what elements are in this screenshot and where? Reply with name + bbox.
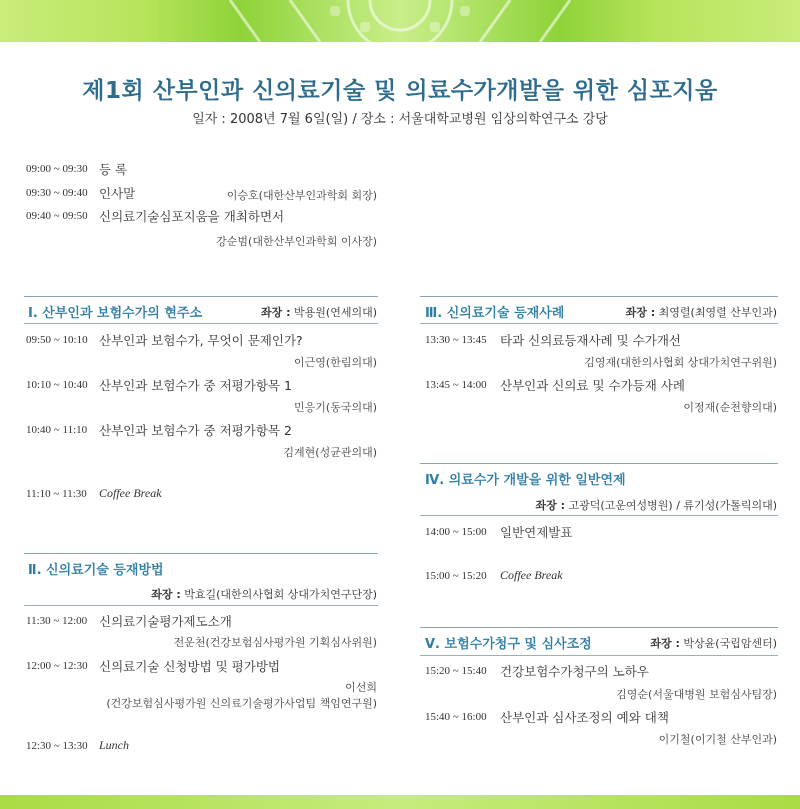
session-time: 12:00 ~ 12:30 — [26, 660, 88, 672]
chair-label: 좌장 : — [535, 499, 565, 512]
section-divider — [420, 627, 778, 628]
section-title: Ⅳ. 의료수가 개발을 위한 일반연제 — [425, 473, 626, 488]
session-topic: 산부인과 보험수가 중 저평가항목 2 — [99, 423, 292, 438]
break-time: 15:00 ~ 15:20 — [425, 570, 487, 582]
session-topic: 산부인과 보험수가 중 저평가항목 1 — [99, 378, 292, 393]
chair-label: 좌장 : — [151, 588, 181, 601]
session-speaker: 민응기(동국의대) — [294, 401, 377, 414]
top-banner — [0, 0, 800, 42]
session-topic: 산부인과 보험수가, 무엇이 문제인가? — [99, 333, 303, 348]
session-time: 11:30 ~ 12:00 — [26, 615, 88, 627]
page-title: 제1회 산부인과 신의료기술 및 의료수가개발을 위한 심포지움 — [82, 78, 718, 104]
session-speaker: 전운천(건강보험심사평가원 기획심사위원) — [173, 636, 377, 649]
opening-time: 09:30 ~ 09:40 — [26, 187, 88, 199]
session-topic: 건강보험수가청구의 노하우 — [500, 664, 649, 679]
session-speaker: 김영재(대한의사협회 상대가치연구위원) — [584, 356, 777, 369]
opening-time: 09:40 ~ 09:50 — [26, 210, 88, 222]
section-chair — [120, 586, 377, 602]
section-chair — [220, 304, 377, 320]
section-divider — [420, 655, 778, 656]
session-time: 15:20 ~ 15:40 — [425, 665, 487, 677]
opening-speaker: 이승호(대한산부인과학회 회장) — [226, 189, 377, 202]
chair-name: 최영렬(최영렬 산부인과) — [658, 306, 777, 319]
opening-time: 09:00 ~ 09:30 — [26, 163, 88, 175]
session-topic: 산부인과 심사조정의 예와 대책 — [500, 710, 669, 725]
decorative-pattern — [0, 0, 800, 42]
session-topic: 산부인과 신의료 및 수가등재 사례 — [500, 378, 685, 393]
bottom-band — [0, 795, 800, 809]
session-topic: 신의료기술 신청방법 및 평가방법 — [99, 659, 280, 674]
chair-label: 좌장 : — [261, 306, 291, 319]
section-divider — [420, 463, 778, 464]
section-title: Ⅱ. 신의료기술 등재방법 — [28, 563, 164, 578]
session-time: 15:40 ~ 16:00 — [425, 711, 487, 723]
section-title: Ⅰ. 산부인과 보험수가의 현주소 — [28, 306, 203, 321]
session-time: 13:30 ~ 13:45 — [425, 334, 487, 346]
section-divider — [24, 296, 378, 297]
session-topic: 타과 신의료등재사례 및 수가개선 — [500, 333, 681, 348]
section-divider — [420, 515, 778, 516]
session-speaker: 김계현(성균관의대) — [283, 446, 377, 459]
session-speaker: 이기철(이기철 산부인과) — [658, 733, 777, 746]
session-time: 14:00 ~ 15:00 — [425, 526, 487, 538]
break-label: Coffee Break — [99, 486, 162, 500]
section-chair — [620, 635, 777, 651]
session-time: 10:10 ~ 10:40 — [26, 379, 88, 391]
chair-name: 박용원(연세의대) — [294, 306, 377, 319]
section-divider — [24, 323, 378, 324]
session-time: 09:50 ~ 10:10 — [26, 334, 88, 346]
section-divider — [420, 296, 778, 297]
section-divider — [420, 323, 778, 324]
break-time: 12:30 ~ 13:30 — [26, 740, 88, 752]
section-divider — [24, 605, 378, 606]
session-time: 13:45 ~ 14:00 — [425, 379, 487, 391]
chair-name: 박효길(대한의사협회 상대가치연구단장) — [184, 588, 377, 601]
section-title: Ⅴ. 보험수가청구 및 심사조정 — [425, 637, 592, 652]
chair-label: 좌장 : — [650, 637, 680, 650]
session-speaker-affiliation: (건강보험심사평가원 신의료기술평가사업팀 책임연구원) — [106, 697, 377, 710]
opening-topic: 신의료기술심포지움을 개최하면서 — [99, 209, 285, 224]
session-speaker: 김영순(서울대병원 보험심사팀장) — [616, 688, 777, 701]
section-chair — [590, 304, 777, 320]
session-topic: 신의료기술평가제도소개 — [99, 614, 232, 629]
opening-topic: 인사말 — [99, 186, 136, 201]
section-chair — [480, 497, 777, 513]
chair-label: 좌장 : — [625, 306, 656, 319]
opening-speaker: 강순범(대한산부인과학회 이사장) — [216, 235, 377, 248]
session-speaker: 이정재(순천향의대) — [683, 401, 777, 414]
section-title: Ⅲ. 신의료기술 등재사례 — [425, 306, 565, 321]
break-time: 11:10 ~ 11:30 — [26, 488, 87, 500]
page-subtitle: 일자 : 2008년 7월 6일(일) / 장소 : 서울대학교병원 임상의학연구소 강당 — [192, 112, 608, 127]
break-label: Coffee Break — [500, 568, 563, 582]
session-speaker: 이선희 — [345, 681, 377, 694]
session-speaker: 이근영(한림의대) — [294, 356, 377, 369]
section-divider — [24, 553, 378, 554]
session-topic: 일반연제발표 — [500, 525, 573, 540]
chair-name: 고광덕(고운여성병원) / 류기성(가톨릭의대) — [568, 499, 777, 512]
opening-topic: 등 록 — [99, 162, 128, 177]
break-label: Lunch — [99, 738, 129, 752]
chair-name: 박상윤(국립암센터) — [683, 637, 777, 650]
session-time: 10:40 ~ 11:10 — [26, 424, 88, 436]
